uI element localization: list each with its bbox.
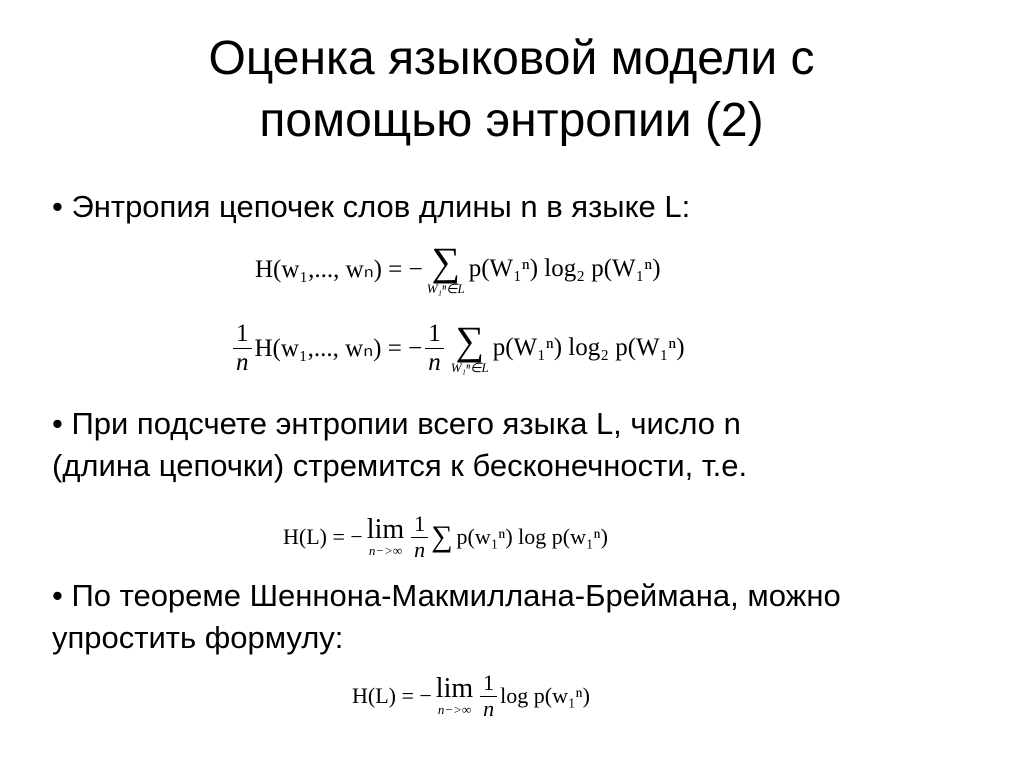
formula-rhs: p(W₁ⁿ) log₂ p(W₁ⁿ) <box>492 334 685 361</box>
fraction-numerator: 1 <box>411 512 428 537</box>
sigma-symbol: ∑ <box>455 318 484 363</box>
formula-lhs: H(L) = − <box>352 683 432 708</box>
bullet-text-line-2: упростить формулу: <box>52 620 344 655</box>
bullet-text-line-2: (длина цепочки) стремится к бесконечности, т.е. <box>52 448 748 483</box>
bullet-text: • Энтропия цепочек слов длины n в языке L: <box>52 189 691 224</box>
limit-operator <box>367 516 404 558</box>
formula-entropy-chain <box>255 236 661 302</box>
fraction-denominator: n <box>483 695 495 721</box>
limit-subscript: n−>∞ <box>437 702 472 717</box>
limit-word: lim <box>366 514 405 545</box>
limit-subscript: n−>∞ <box>368 543 403 558</box>
fraction-denominator: n <box>236 348 249 376</box>
sum-subscript: W₁ⁿ∈L <box>450 360 489 375</box>
limit-operator <box>436 675 473 717</box>
slide-title-line-1: Оценка языковой модели с <box>208 32 815 85</box>
limit-word: lim <box>435 673 474 704</box>
sum-subscript: W₁ⁿ∈L <box>426 281 465 296</box>
sigma-symbol: ∑ <box>431 239 460 284</box>
bullet-text-line-1: • По теореме Шеннона-Макмиллана-Бреймана, можно <box>52 578 841 613</box>
formula-rhs: p(w₁ⁿ) log p(w₁ⁿ) <box>456 524 608 549</box>
fraction <box>480 671 497 720</box>
fraction-prefix <box>233 320 252 376</box>
formula-lhs: H(L) = − <box>283 524 363 549</box>
fraction-numerator: 1 <box>480 671 497 696</box>
fraction-denominator: n <box>414 536 426 562</box>
formula-lhs: H(w₁,..., wₙ) = − <box>254 335 423 362</box>
sigma-symbol: ∑ <box>431 520 453 553</box>
bullet-entropy-chains <box>52 186 982 228</box>
bullet-smb-theorem <box>52 575 982 659</box>
fraction-rhs <box>425 320 444 376</box>
fraction-denominator: n <box>428 348 441 376</box>
slide-title-line-2: помощью энтропии (2) <box>259 94 764 147</box>
slide-title <box>0 28 1023 152</box>
sum-operator <box>450 318 489 375</box>
formula-language-entropy-limit <box>283 508 608 566</box>
fraction-numerator: 1 <box>425 320 444 349</box>
fraction-numerator: 1 <box>233 320 252 349</box>
sum-operator <box>426 239 465 296</box>
bullet-text-line-1: • При подсчете энтропии всего языка L, число n <box>52 406 741 441</box>
bullet-language-entropy <box>52 403 982 487</box>
formula-lhs: H(w₁,..., wₙ) = − <box>255 256 423 283</box>
fraction <box>411 512 428 561</box>
formula-entropy-rate <box>230 308 685 388</box>
formula-rhs: log p(w₁ⁿ) <box>500 683 590 708</box>
formula-rhs: p(W₁ⁿ) log₂ p(W₁ⁿ) <box>468 255 661 282</box>
formula-simplified-entropy <box>352 664 590 728</box>
